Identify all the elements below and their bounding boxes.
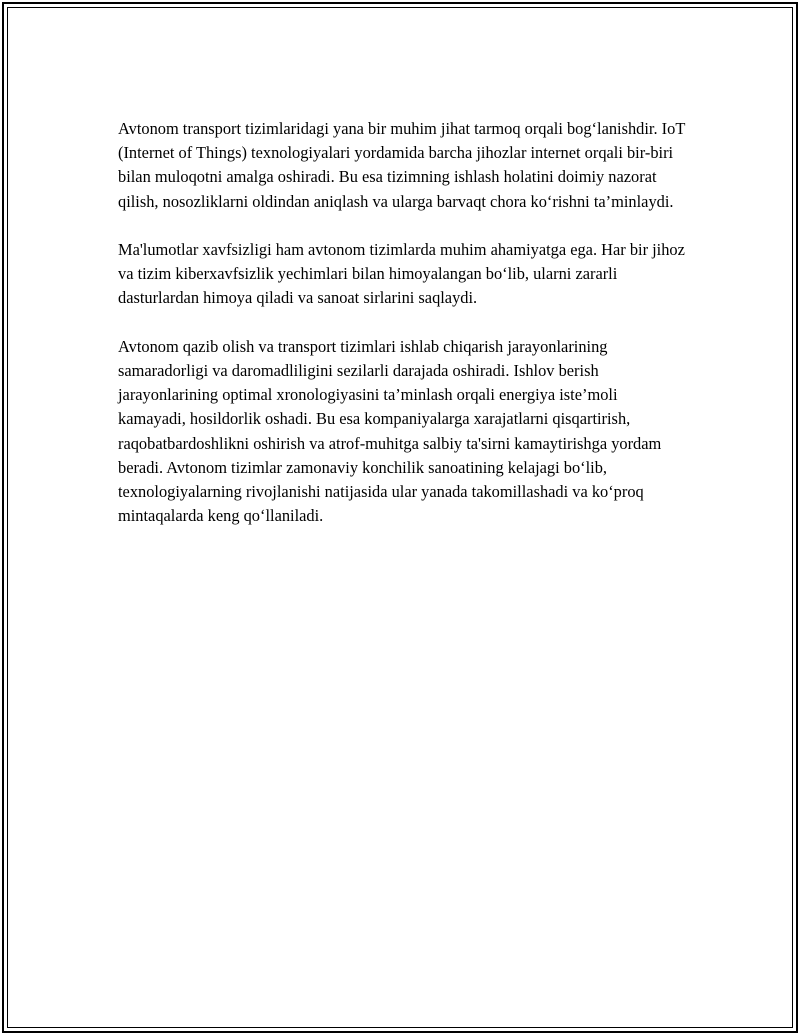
paragraph-efficiency: Avtonom qazib olish va transport tizimlari ishlab chiqarish jarayonlarining samaradorligi va daromadliligini sezilarli darajada oshiradi. Ishlov berish jarayonlarining optimal xronologiyasini ta’minlash orqali energiya iste’moli kamayadi, hosildorlik oshadi. Bu esa kompaniyalarga xarajatlarni qisqartirish, raqobatbardoshlikni oshirish va atrof-muhitga salbiy ta'sirni kamaytirishga yordam beradi. Avtonom tizimlar zamonaviy konchilik sanoatining kelajagi bo‘lib, texnologiyalarning rivojlanishi natijasida ular yanada takomillashadi va ko‘proq mintaqalarda keng qo‘llaniladi. <box>118 336 662 526</box>
paragraph-network-connectivity: Avtonom transport tizimlaridagi yana bir muhim jihat tarmoq orqali bog‘lanishdir. IoT (Internet of Things) texnologiyalari yordamida barcha jihozlar internet orqali bir-biri bilan muloqotni amalga oshiradi. Bu esa tizimning ishlash holatini doimiy nazorat qilish, nosozliklarni oldindan aniqlash va ularga barvaqt chora ko‘rishni ta’minlaydi. <box>118 119 686 211</box>
document-body <box>118 117 688 553</box>
paragraph-data-security: Ma'lumotlar xavfsizligi ham avtonom tizimlarda muhim ahamiyatga ega. Har bir jihoz va tizim kiberxavfsizlik yechimlari bilan himoyalangan bo‘lib, ularni zararli dasturlardan himoya qiladi va sanoat sirlarini saqlaydi. <box>118 240 685 308</box>
